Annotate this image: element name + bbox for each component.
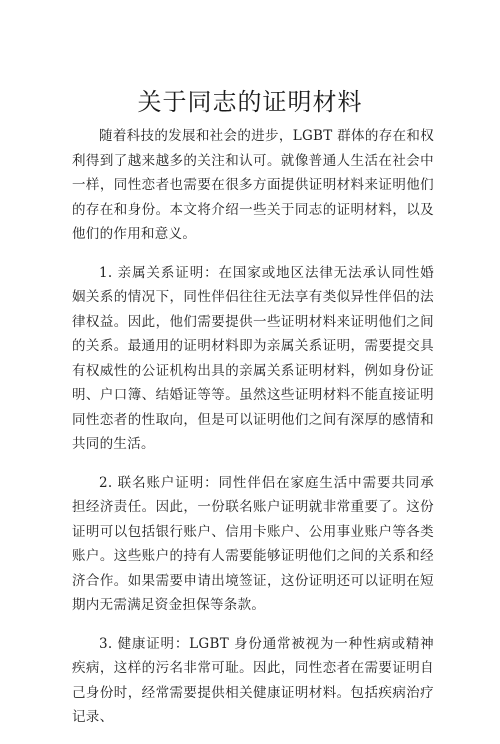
paragraph-health-proof: 3. 健康证明：LGBT 身份通常被视为一种性病或精神疾病，这样的污名非常可耻。因此，同性恋者在需要证明自己身份时，经常需要提供相关健康证明材料。包括疾病治疗记录、 <box>72 635 434 725</box>
paragraph-intro: 随着科技的发展和社会的进步，LGBT 群体的存在和权利得到了越来越多的关注和认可。就像普通人生活在社会中一样，同性恋者也需要在很多方面提供证明材料来证明他们的存在和身份。本文将介绍一些关于同志的证明材料，以及他们的作用和意义。 <box>72 128 434 242</box>
paragraph-kinship-proof: 1. 亲属关系证明：在国家或地区法律无法承认同性婚姻关系的情况下，同性伴侣往往无法享有类似异性伴侣的法律权益。因此，他们需要提供一些证明材料来证明他们之间的关系。最通用的证明材料即为亲属关系证明，需要提交具有权威性的公证机构出具的亲属关系证明材料，例如身份证明、户口簿、结婚证等等。虽然这些证明材料不能直接证明同性恋者的性取向，但是可以证明他们之间有深厚的感情和共同的生活。 <box>72 264 434 452</box>
document-title: 关于同志的证明材料 <box>137 88 363 116</box>
document-body <box>72 124 434 744</box>
paragraph-joint-account-proof: 2. 联名账户证明：同性伴侣在家庭生活中需要共同承担经济责任。因此，一份联名账户证明就非常重要了。这份证明可以包括银行账户、信用卡账户、公用事业账户等各类账户。这些账户的持有人需要能够证明他们之间的关系和经济合作。如果需要申请出境签证，这份证明还可以证明在短期内无需满足资金担保等条款。 <box>72 474 434 613</box>
